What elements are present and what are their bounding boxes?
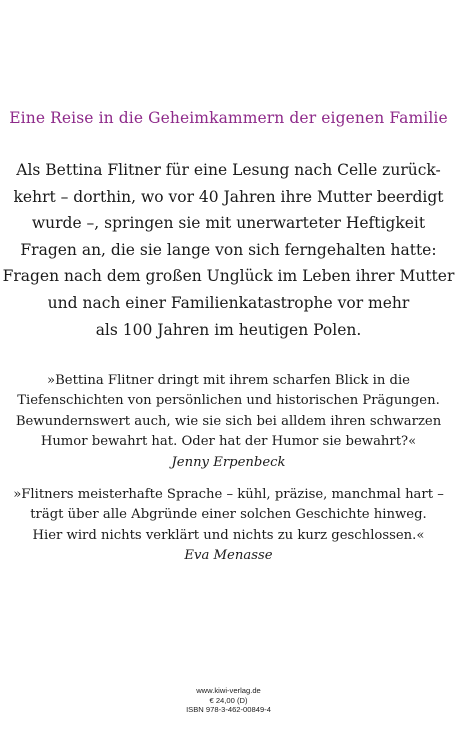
review-quote-menasse (0, 485, 457, 567)
quote-line: »Flitners meisterhafte Sprache – kühl, präzise, manchmal hart – (13, 487, 444, 502)
blurb-text (0, 157, 457, 343)
blurb-line: als 100 Jahren im heutigen Polen. (95, 320, 362, 339)
quote-line: Humor bewahrt hat. Oder hat der Humor sie bewahrt?« (40, 434, 417, 450)
blurb-line: wurde –, springen sie mit unerwarteter Heftigkeit (31, 214, 426, 233)
imprint-block (0, 686, 457, 715)
isbn: ISBN 978-3-462-00849-4 (186, 705, 271, 715)
quote-line: Bewundernswert auch, wie sie sich bei alldem ihren schwarzen (15, 413, 442, 429)
blurb-line: Fragen an, die sie lange von sich ferngehalten hatte: (20, 240, 437, 259)
blurb-line: und nach einer Familienkatastrophe vor mehr (47, 293, 410, 312)
review-quote-erpenbeck (0, 371, 457, 473)
quote-author: Eva Menasse (184, 548, 273, 564)
price: € 24,00 (D) (209, 695, 248, 705)
quote-author: Jenny Erpenbeck (171, 454, 286, 470)
blurb-line: Fragen nach dem großen Unglück im Leben ihrer Mutter (2, 267, 455, 286)
quote-line: Tiefenschichten von persönlichen und historischen Prägungen. (17, 393, 440, 409)
blurb-line: Als Bettina Flitner für eine Lesung nach Celle zurück- (16, 161, 441, 179)
quote-line: Hier wird nichts verklärt und nichts zu kurz geschlossen.« (32, 527, 425, 543)
publisher-website: www.kiwi-verlag.de (196, 686, 261, 695)
quote-line: »Bettina Flitner dringt mit ihrem scharfen Blick in die (47, 373, 410, 388)
quote-line: trägt über alle Abgründe einer solchen Geschichte hinweg. (30, 507, 427, 523)
blurb-line: kehrt – dorthin, wo vor 40 Jahren ihre Mutter beerdigt (13, 187, 444, 206)
tagline: Eine Reise in die Geheimkammern der eigenen Familie (9, 109, 448, 127)
